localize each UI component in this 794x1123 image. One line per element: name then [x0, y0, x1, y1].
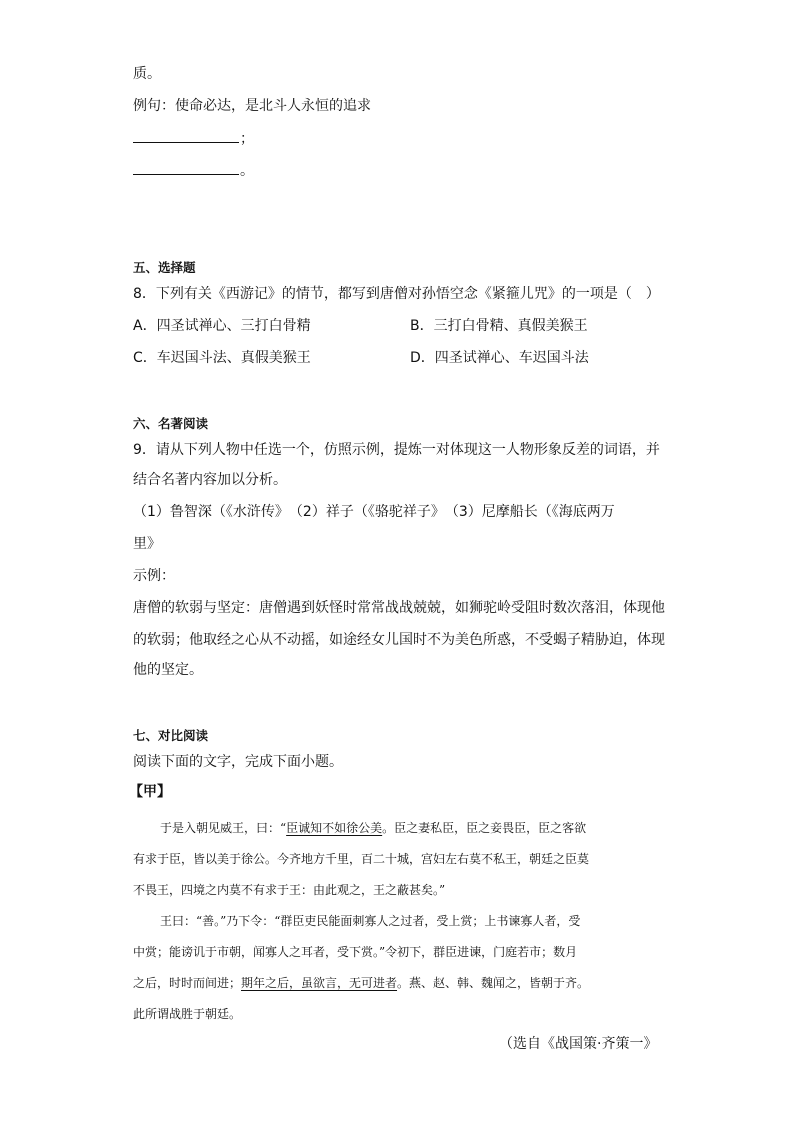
answer-line-2[interactable]	[133, 160, 254, 181]
question-8: 8．下列有关《西游记》的情节，都写到唐僧对孙悟空念《紧箍儿咒》的一项是（ ）	[133, 286, 660, 302]
example-text-line-3: 他的坚定。	[133, 662, 203, 678]
blank-line	[133, 160, 239, 175]
intro-tail-text: 质。	[133, 66, 161, 82]
answer-line-1[interactable]	[133, 128, 254, 149]
section-heading-classics: 六、名著阅读	[133, 416, 209, 431]
passage-line: 于是入朝见威王，曰：“臣诚知不如徐公美。臣之妻私臣，臣之妾畏臣，臣之客欲	[160, 821, 587, 835]
question-9-line-2: 结合名著内容加以分析。	[133, 472, 287, 488]
passage-label-jia: 【甲】	[129, 784, 171, 800]
blank-punct: ；	[240, 131, 254, 147]
passage-line: 不畏王，四境之内莫不有求于王：由此观之，王之蔽甚矣。”	[133, 883, 446, 897]
passage-line: 之后，时时而间进；期年之后，虽欲言，无可进者。燕、赵、韩、魏闻之，皆朝于齐。	[133, 976, 590, 990]
passage-source: （选自《战国策·齐策一》	[499, 1036, 658, 1052]
passage-line: 此所谓战胜于朝廷。	[133, 1007, 242, 1021]
blank-line	[133, 128, 239, 143]
section-heading-comparison: 七、对比阅读	[133, 728, 209, 743]
example-sentence: 例句：使命必达，是北斗人永恒的追求	[133, 98, 371, 114]
option-a[interactable]: A．四圣试禅心、三打白骨精	[133, 318, 311, 334]
option-c[interactable]: C．车迟国斗法、真假美猴王	[133, 350, 311, 366]
passage-line: 有求于臣，皆以美于徐公。今齐地方千里，百二十城，宫妇左右莫不私王，朝廷之臣莫	[133, 852, 590, 866]
character-choices-line-2: 里》	[133, 536, 161, 552]
question-9-line-1: 9．请从下列人物中任选一个，仿照示例，提炼一对体现这一人物形象反差的词语，并	[133, 442, 660, 458]
passage-line: 王曰：“善。”乃下令：“群臣吏民能面刺寡人之过者，受上赏；上书谏寡人者，受	[160, 914, 581, 928]
example-label: 示例：	[133, 568, 175, 584]
reading-instruction: 阅读下面的文字，完成下面小题。	[133, 754, 343, 770]
passage-line: 中赏；能谤讥于市朝，闻寡人之耳者，受下赏。”令初下，群臣进谏，门庭若市；数月	[133, 945, 578, 959]
section-heading-choice: 五、选择题	[133, 260, 196, 275]
example-text-line-2: 的软弱；他取经之心从不动摇，如途经女儿国时不为美色所惑，不受蝎子精胁迫，体现	[133, 632, 665, 648]
character-choices-line-1: （1）鲁智深（《水浒传》 （2）祥子（《骆驼祥子》 （3）尼摩船长（《海底两万	[133, 504, 615, 520]
blank-punct: 。	[240, 163, 254, 179]
underlined-sentence: 臣诚知不如徐公美	[286, 821, 383, 835]
example-text-line-1: 唐僧的软弱与坚定：唐僧遇到妖怪时常常战战兢兢，如狮驼岭受阻时数次落泪，体现他	[133, 600, 665, 616]
underlined-sentence: 期年之后，虽欲言，无可进者	[241, 976, 398, 990]
option-b[interactable]: B．三打白骨精、真假美猴王	[410, 318, 588, 334]
option-d[interactable]: D．四圣试禅心、车迟国斗法	[410, 350, 589, 366]
